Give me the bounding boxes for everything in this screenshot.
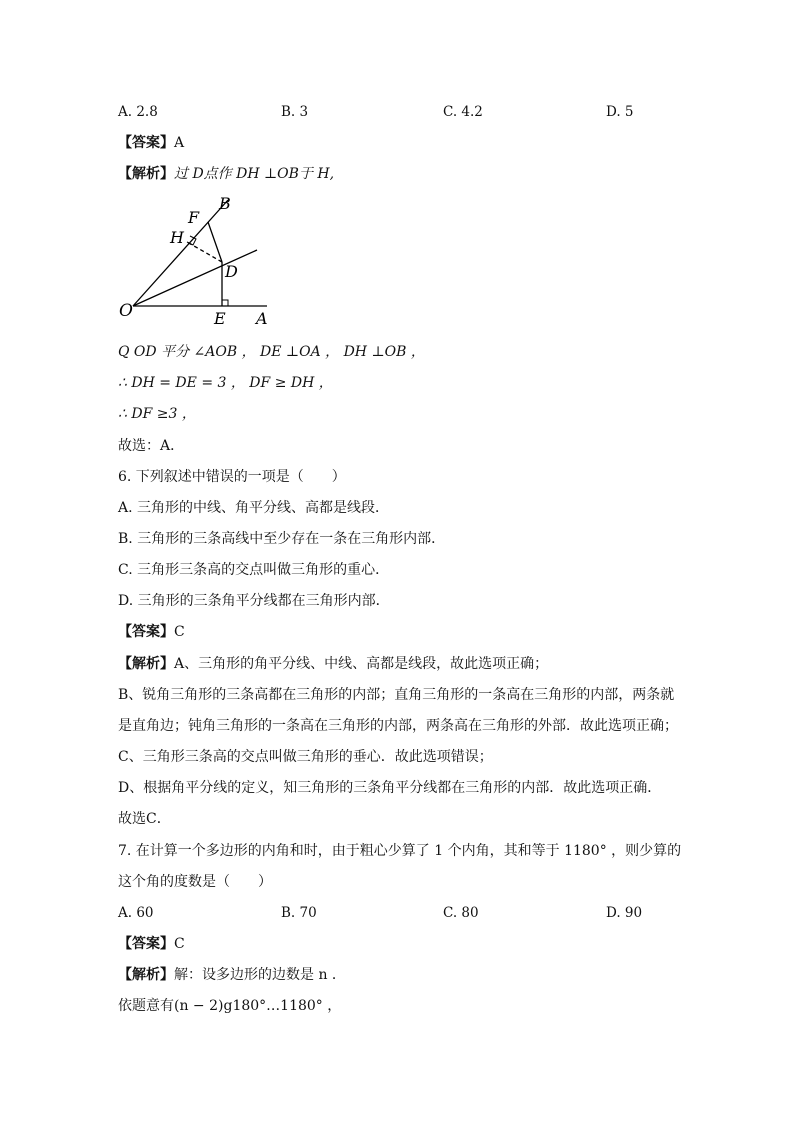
q5-analysis bbox=[118, 164, 334, 184]
q5-option-d: D. 5 bbox=[606, 104, 634, 120]
q6-analysis-4: C、三角形三条高的交点叫做三角形的垂心．故此选项错误； bbox=[118, 749, 493, 765]
q7-option-a: A. 60 bbox=[118, 905, 154, 921]
label-b: B bbox=[219, 194, 231, 213]
label-a: A bbox=[256, 309, 268, 328]
answer-tag: 【答案】 bbox=[118, 624, 174, 640]
answer-value: C bbox=[174, 936, 185, 952]
ray-ob bbox=[133, 200, 228, 306]
q6-analysis-1 bbox=[118, 654, 548, 674]
q7-analysis-1 bbox=[118, 965, 346, 985]
analysis-tag: 【解析】 bbox=[118, 166, 174, 182]
q7-option-d: D. 90 bbox=[606, 905, 643, 921]
analysis-text: A、三角形的角平分线、中线、高都是线段，故此选项正确； bbox=[174, 656, 549, 672]
q7-question-1: 7. 在计算一个多边形的内角和时，由于粗心少算了 1 个内角，其和等于 1180° ，则少算的 bbox=[118, 843, 682, 859]
analysis-text: 解：设多边形的边数是 n ． bbox=[174, 967, 346, 983]
q6-analysis-2: B、锐角三角形的三条高都在三角形的内部；直角三角形的一条高在三角形的内部，两条就 bbox=[118, 687, 675, 703]
answer-value: A bbox=[174, 135, 185, 151]
q5-option-b: B. 3 bbox=[281, 104, 309, 120]
q6-option-b: B. 三角形的三条高线中至少存在一条在三角形内部． bbox=[118, 531, 446, 547]
q5-step-2: ∴ DH = DE = 3 ， DF ≥ DH ， bbox=[118, 375, 333, 391]
label-o: O bbox=[119, 301, 133, 321]
ray-od bbox=[133, 250, 257, 306]
q6-option-c: C. 三角形三条高的交点叫做三角形的重心． bbox=[118, 562, 390, 578]
answer-tag: 【答案】 bbox=[118, 135, 174, 151]
q6-analysis-5: D、根据角平分线的定义，知三角形的三条角平分线都在三角形的内部．故此选项正确． bbox=[118, 780, 662, 796]
q5-option-a: A. 2.8 bbox=[118, 104, 158, 120]
q5-step-1: Q OD 平分 ∠AOB ， DE ⊥OA ， DH ⊥OB ， bbox=[118, 344, 425, 360]
q5-option-c: C. 4.2 bbox=[443, 104, 483, 120]
q7-option-b: B. 70 bbox=[281, 905, 317, 921]
q6-analysis-3: 是直角边；钝角三角形的一条高在三角形的内部，两条高在三角形的外部．故此选项正确； bbox=[118, 718, 678, 734]
q6-question: 6. 下列叙述中错误的一项是（ ） bbox=[118, 469, 346, 485]
q5-answer bbox=[118, 133, 184, 153]
q6-option-a: A. 三角形的中线、角平分线、高都是线段． bbox=[118, 500, 390, 516]
answer-value: C bbox=[174, 624, 185, 640]
analysis-tag: 【解析】 bbox=[118, 967, 174, 983]
analysis-text: 过 D点作 DH ⊥OB于 H, bbox=[174, 166, 335, 182]
q6-option-d: D. 三角形的三条角平分线都在三角形内部． bbox=[118, 593, 390, 609]
q7-question-2: 这个角的度数是（ ） bbox=[118, 874, 272, 890]
q7-option-c: C. 80 bbox=[443, 905, 479, 921]
q5-step-3: ∴ DF ≥3 ， bbox=[118, 406, 196, 422]
label-d: D bbox=[225, 262, 238, 281]
label-e: E bbox=[214, 309, 226, 328]
segment-fd bbox=[208, 222, 222, 262]
label-f: F bbox=[188, 208, 200, 227]
label-h: H bbox=[170, 228, 184, 247]
q7-answer bbox=[118, 934, 185, 954]
q6-analysis-6: 故选C． bbox=[118, 811, 171, 827]
q7-analysis-2: 依题意有(n − 2)g180°…1180° ， bbox=[118, 998, 342, 1014]
geometry-figure bbox=[115, 190, 285, 330]
analysis-tag: 【解析】 bbox=[118, 656, 174, 672]
right-angle-e bbox=[222, 300, 228, 306]
answer-tag: 【答案】 bbox=[118, 936, 174, 952]
q5-step-4: 故选：A． bbox=[118, 438, 185, 454]
q6-answer bbox=[118, 622, 185, 642]
